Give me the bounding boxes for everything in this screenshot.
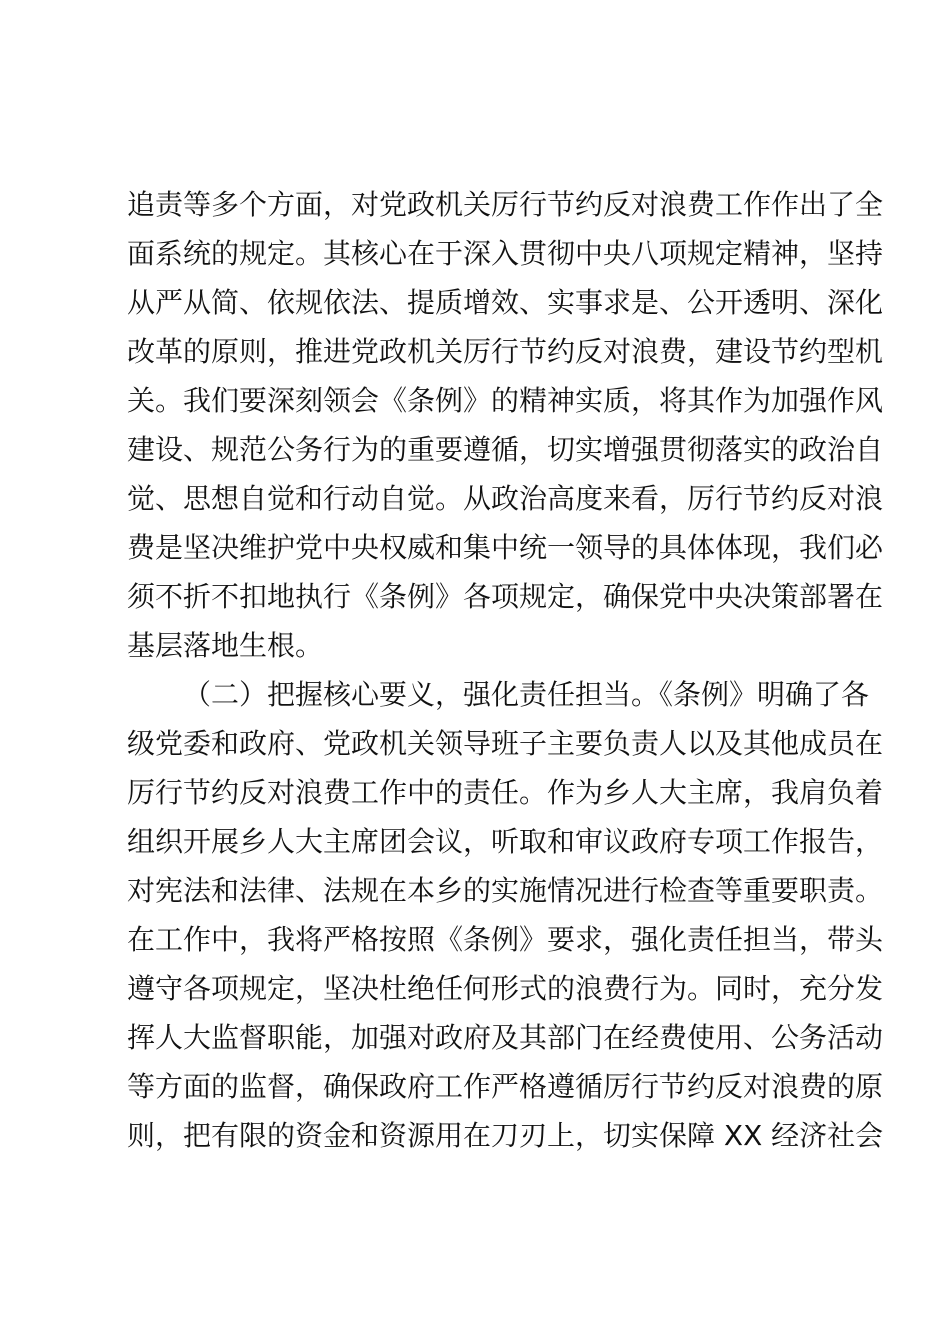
text-line: 级党委和政府、党政机关领导班子主要负责人以及其他成员在 (127, 727, 884, 760)
text-line: 须不折不扣地执行《条例》各项规定，确保党中央决策部署在 (127, 580, 884, 613)
text-line: 改革的原则，推进党政机关厉行节约反对浪费，建设节约型机 (127, 335, 884, 368)
text-line: 建设、规范公务行为的重要遵循，切实增强贯彻落实的政治自 (127, 433, 884, 466)
section-heading-line: （二）把握核心要义，强化责任担当。《条例》明确了各 (183, 678, 870, 711)
text-line: 觉、思想自觉和行动自觉。从政治高度来看，厉行节约反对浪 (127, 482, 884, 515)
paragraph-end-line: 基层落地生根。 (127, 629, 324, 662)
text-line: 挥人大监督职能，加强对政府及其部门在经费使用、公务活动 (127, 1021, 884, 1054)
text-line: 追责等多个方面，对党政机关厉行节约反对浪费工作作出了全 (127, 188, 884, 221)
text-line: 组织开展乡人大主席团会议，听取和审议政府专项工作报告， (127, 825, 884, 858)
text-line: 对宪法和法律、法规在本乡的实施情况进行检查等重要职责。 (127, 874, 884, 907)
body-text (127, 180, 884, 1160)
text-line: 遵守各项规定，坚决杜绝任何形式的浪费行为。同时，充分发 (127, 972, 884, 1005)
text-line: 等方面的监督，确保政府工作严格遵循厉行节约反对浪费的原 (127, 1070, 884, 1103)
text-line: 关。我们要深刻领会《条例》的精神实质，将其作为加强作风 (127, 384, 884, 417)
text-line: 则，把有限的资金和资源用在刀刃上，切实保障 XX 经济社会 (127, 1119, 884, 1152)
text-line: 在工作中，我将严格按照《条例》要求，强化责任担当，带头 (127, 923, 884, 956)
text-line: 费是坚决维护党中央权威和集中统一领导的具体体现，我们必 (127, 531, 884, 564)
text-line: 厉行节约反对浪费工作中的责任。作为乡人大主席，我肩负着 (127, 776, 884, 809)
text-line: 从严从简、依规依法、提质增效、实事求是、公开透明、深化 (127, 286, 884, 319)
text-line: 面系统的规定。其核心在于深入贯彻中央八项规定精神，坚持 (127, 237, 884, 270)
